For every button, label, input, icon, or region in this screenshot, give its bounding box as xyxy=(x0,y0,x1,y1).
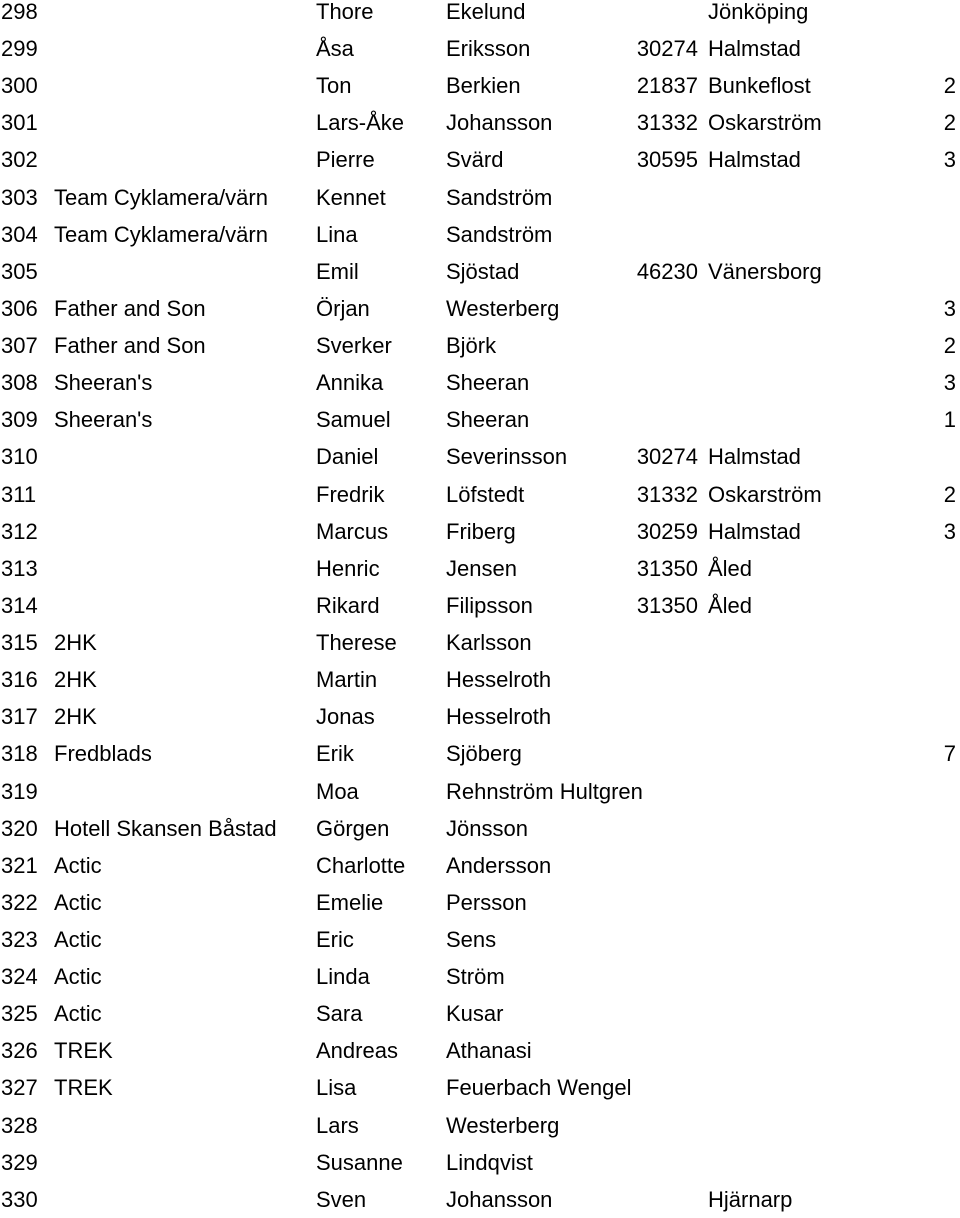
postal-code xyxy=(600,1107,698,1144)
last-name: Jensen xyxy=(446,555,517,581)
table-row xyxy=(0,30,960,67)
postal-code xyxy=(600,327,698,364)
table-row xyxy=(0,1069,960,1106)
postal-code: 21837 xyxy=(636,73,698,99)
first-name: Lars-Åke xyxy=(316,110,405,136)
first-name: Martin xyxy=(316,667,378,693)
postal-code xyxy=(600,773,698,810)
table-row xyxy=(0,216,960,253)
extra-value xyxy=(900,1181,956,1218)
entry-number: 303 xyxy=(1,184,38,210)
team-name xyxy=(54,1107,312,1144)
extra-value xyxy=(900,1032,956,1069)
first-name: Rikard xyxy=(316,592,380,618)
last-name: Persson xyxy=(446,889,527,915)
first-name: Åsa xyxy=(316,36,354,62)
team-name: 2HK xyxy=(54,704,97,730)
last-name: Rehnström Hultgren xyxy=(446,778,643,804)
city: Halmstad xyxy=(708,444,801,470)
extra-value xyxy=(900,624,956,661)
entry-number: 325 xyxy=(1,1001,38,1027)
last-name: Sandström xyxy=(446,221,553,247)
last-name: Jönsson xyxy=(446,815,528,841)
last-name: Sheeran xyxy=(446,370,530,396)
table-row xyxy=(0,364,960,401)
extra-value xyxy=(900,216,956,253)
postal-code xyxy=(600,1032,698,1069)
first-name: Görgen xyxy=(316,815,390,841)
team-name: Actic xyxy=(54,927,102,952)
extra-value xyxy=(900,884,956,921)
city: Jönköping xyxy=(708,0,809,24)
extra-value: 2 xyxy=(943,333,956,359)
entry-number: 329 xyxy=(1,1149,38,1175)
team-name xyxy=(54,550,312,587)
table-row xyxy=(0,773,960,810)
last-name: Berkien xyxy=(446,73,521,99)
table-row xyxy=(0,661,960,698)
team-name: Father and Son xyxy=(54,333,206,359)
first-name: Thore xyxy=(316,0,374,24)
city xyxy=(708,1144,835,1181)
first-name: Örjan xyxy=(316,295,370,321)
first-name: Fredrik xyxy=(316,481,385,507)
last-name: Andersson xyxy=(446,852,552,878)
team-name: 2HK xyxy=(54,630,97,656)
table-row xyxy=(0,327,960,364)
city xyxy=(708,661,835,698)
entry-number: 321 xyxy=(1,852,38,878)
table-row xyxy=(0,1032,960,1069)
extra-value: 7 xyxy=(943,741,956,767)
city xyxy=(708,958,835,995)
team-name: Team Cyklamera/värn xyxy=(54,221,268,247)
team-name xyxy=(54,513,312,550)
last-name: Westerberg xyxy=(446,1112,560,1138)
team-name xyxy=(54,141,312,178)
entry-number: 327 xyxy=(1,1075,38,1101)
extra-value: 1 xyxy=(943,407,956,433)
postal-code: 30274 xyxy=(636,444,698,470)
table-row xyxy=(0,253,960,290)
extra-value: 3 xyxy=(943,370,956,396)
extra-value xyxy=(900,550,956,587)
entry-number: 320 xyxy=(1,815,38,841)
entry-number: 319 xyxy=(1,778,38,804)
team-name: TREK xyxy=(54,1038,113,1064)
table-row xyxy=(0,958,960,995)
table-row xyxy=(0,476,960,513)
extra-value xyxy=(900,661,956,698)
postal-code: 30595 xyxy=(636,147,698,173)
last-name: Lindqvist xyxy=(446,1149,533,1175)
entry-number: 298 xyxy=(1,0,38,24)
postal-code xyxy=(600,1144,698,1181)
last-name: Sjöberg xyxy=(446,741,522,767)
team-name: Actic xyxy=(54,964,102,990)
last-name: Severinsson xyxy=(446,444,568,470)
last-name: Svärd xyxy=(446,147,504,173)
last-name: Westerberg xyxy=(446,295,560,321)
entry-number: 307 xyxy=(1,333,38,359)
table-row xyxy=(0,847,960,884)
postal-code xyxy=(600,735,698,772)
city: Halmstad xyxy=(708,36,801,62)
city: Vänersborg xyxy=(708,258,822,284)
entry-number: 309 xyxy=(1,407,38,433)
entry-number: 300 xyxy=(1,73,38,99)
team-name: Father and Son xyxy=(54,295,206,321)
entry-number: 299 xyxy=(1,36,38,62)
entry-number: 301 xyxy=(1,110,38,136)
last-name: Kusar xyxy=(446,1001,504,1027)
city: Halmstad xyxy=(708,147,801,173)
extra-value xyxy=(900,921,956,958)
extra-value: 3 xyxy=(943,147,956,173)
team-name: Actic xyxy=(54,1001,102,1027)
table-row xyxy=(0,550,960,587)
first-name: Andreas xyxy=(316,1038,398,1064)
extra-value xyxy=(900,587,956,624)
postal-code: 31332 xyxy=(636,481,698,507)
entry-number: 311 xyxy=(1,481,37,507)
last-name: Ekelund xyxy=(446,0,526,24)
last-name: Sjöstad xyxy=(446,258,520,284)
first-name: Eric xyxy=(316,927,354,952)
extra-value xyxy=(900,958,956,995)
postal-code: 30259 xyxy=(636,518,698,544)
extra-value xyxy=(900,1069,956,1106)
table-row xyxy=(0,624,960,661)
extra-value xyxy=(900,0,956,30)
entry-number: 316 xyxy=(1,667,38,693)
team-name: Fredblads xyxy=(54,741,152,767)
last-name: Karlsson xyxy=(446,630,532,656)
team-name: TREK xyxy=(54,1075,113,1101)
city xyxy=(708,884,835,921)
first-name: Emelie xyxy=(316,889,384,915)
first-name: Sven xyxy=(316,1186,367,1212)
team-name xyxy=(54,104,312,141)
extra-value: 2 xyxy=(943,73,956,99)
table-row xyxy=(0,884,960,921)
last-name: Filipsson xyxy=(446,592,533,618)
city xyxy=(708,810,835,847)
last-name: Johansson xyxy=(446,1186,553,1212)
postal-code: 31350 xyxy=(636,555,698,581)
extra-value: 2 xyxy=(943,110,956,136)
last-name: Sheeran xyxy=(446,407,530,433)
extra-value xyxy=(900,995,956,1032)
city xyxy=(708,995,835,1032)
extra-value xyxy=(900,698,956,735)
city: Oskarström xyxy=(708,110,822,136)
first-name: Lina xyxy=(316,221,358,247)
city: Åled xyxy=(708,592,753,618)
first-name: Moa xyxy=(316,778,359,804)
team-name xyxy=(54,1181,312,1218)
extra-value xyxy=(900,253,956,290)
entry-number: 314 xyxy=(1,592,38,618)
last-name: Hesselroth xyxy=(446,667,552,693)
city xyxy=(708,1069,835,1106)
first-name: Erik xyxy=(316,741,354,767)
table-row xyxy=(0,401,960,438)
entry-number: 317 xyxy=(1,704,38,730)
first-name: Therese xyxy=(316,630,397,656)
table-row xyxy=(0,735,960,772)
postal-code xyxy=(600,810,698,847)
team-name xyxy=(54,253,312,290)
first-name: Ton xyxy=(316,73,352,99)
team-name xyxy=(54,0,312,30)
table-row xyxy=(0,1181,960,1218)
postal-code xyxy=(600,624,698,661)
team-name xyxy=(54,476,312,513)
last-name: Sens xyxy=(446,927,497,952)
postal-code: 31332 xyxy=(636,110,698,136)
postal-code: 31350 xyxy=(636,592,698,618)
last-name: Johansson xyxy=(446,110,553,136)
postal-code xyxy=(600,958,698,995)
team-name: Team Cyklamera/värn xyxy=(54,184,268,210)
entry-number: 302 xyxy=(1,147,38,173)
postal-code xyxy=(600,401,698,438)
postal-code xyxy=(600,921,698,958)
entry-number: 323 xyxy=(1,927,38,952)
extra-value xyxy=(900,847,956,884)
city xyxy=(708,698,835,735)
first-name: Kennet xyxy=(316,184,386,210)
postal-code xyxy=(600,661,698,698)
team-name xyxy=(54,438,312,475)
first-name: Daniel xyxy=(316,444,379,470)
team-name: Hotell Skansen Båstad xyxy=(54,815,277,841)
city xyxy=(708,773,835,810)
extra-value: 3 xyxy=(943,518,956,544)
first-name: Annika xyxy=(316,370,384,396)
first-name: Sverker xyxy=(316,333,392,359)
entry-number: 315 xyxy=(1,630,38,656)
postal-code xyxy=(600,698,698,735)
city xyxy=(708,921,835,958)
extra-value xyxy=(900,179,956,216)
last-name: Björk xyxy=(446,333,497,359)
last-name: Athanasi xyxy=(446,1038,532,1064)
postal-code xyxy=(600,179,698,216)
postal-code xyxy=(600,1181,698,1218)
last-name: Friberg xyxy=(446,518,516,544)
first-name: Lars xyxy=(316,1112,359,1138)
table-row xyxy=(0,587,960,624)
team-name: 2HK xyxy=(54,667,97,693)
entry-number: 326 xyxy=(1,1038,38,1064)
extra-value: 2 xyxy=(943,481,956,507)
extra-value xyxy=(900,773,956,810)
first-name: Pierre xyxy=(316,147,375,173)
table-row xyxy=(0,1107,960,1144)
entry-number: 324 xyxy=(1,964,38,990)
table-row xyxy=(0,1144,960,1181)
postal-code: 30274 xyxy=(636,36,698,62)
entry-number: 306 xyxy=(1,295,38,321)
entry-number: 304 xyxy=(1,221,38,247)
last-name: Sandström xyxy=(446,184,553,210)
first-name: Emil xyxy=(316,258,359,284)
postal-code xyxy=(600,995,698,1032)
city xyxy=(708,847,835,884)
table-row xyxy=(0,995,960,1032)
entry-number: 330 xyxy=(1,1186,38,1212)
first-name: Charlotte xyxy=(316,852,406,878)
first-name: Henric xyxy=(316,555,380,581)
table-row xyxy=(0,179,960,216)
team-name xyxy=(54,1144,312,1181)
table-row xyxy=(0,698,960,735)
postal-code xyxy=(600,216,698,253)
city xyxy=(708,401,835,438)
extra-value xyxy=(900,1107,956,1144)
city: Bunkeflost xyxy=(708,73,811,99)
postal-code xyxy=(600,364,698,401)
city xyxy=(708,327,835,364)
city: Åled xyxy=(708,555,753,581)
first-name: Samuel xyxy=(316,407,391,433)
table-row xyxy=(0,67,960,104)
last-name: Löfstedt xyxy=(446,481,525,507)
city xyxy=(708,1107,835,1144)
extra-value xyxy=(900,30,956,67)
postal-code xyxy=(600,0,698,30)
extra-value xyxy=(900,438,956,475)
team-name xyxy=(54,67,312,104)
table-row xyxy=(0,141,960,178)
last-name: Ström xyxy=(446,964,505,990)
city xyxy=(708,216,835,253)
extra-value xyxy=(900,1144,956,1181)
first-name: Lisa xyxy=(316,1075,357,1101)
city xyxy=(708,179,835,216)
first-name: Susanne xyxy=(316,1149,403,1175)
entry-number: 313 xyxy=(1,555,38,581)
table-row xyxy=(0,810,960,847)
postal-code xyxy=(600,1069,698,1106)
last-name: Eriksson xyxy=(446,36,531,62)
postal-code xyxy=(600,290,698,327)
entry-number: 305 xyxy=(1,258,38,284)
postal-code xyxy=(600,847,698,884)
city xyxy=(708,735,835,772)
entry-number: 318 xyxy=(1,741,38,767)
entry-number: 322 xyxy=(1,889,38,915)
city: Oskarström xyxy=(708,481,822,507)
extra-value: 3 xyxy=(943,295,956,321)
team-name: Actic xyxy=(54,852,102,878)
entry-number: 308 xyxy=(1,370,38,396)
last-name: Feuerbach Wengel xyxy=(446,1075,632,1101)
last-name: Hesselroth xyxy=(446,704,552,730)
postal-code: 46230 xyxy=(636,258,698,284)
team-name: Sheeran's xyxy=(54,370,153,396)
table-row xyxy=(0,921,960,958)
team-name xyxy=(54,587,312,624)
city xyxy=(708,1032,835,1069)
city xyxy=(708,364,835,401)
table-row xyxy=(0,438,960,475)
table-row xyxy=(0,104,960,141)
extra-value xyxy=(900,810,956,847)
postal-code xyxy=(600,884,698,921)
city: Halmstad xyxy=(708,518,801,544)
table-row xyxy=(0,290,960,327)
entry-number: 312 xyxy=(1,518,38,544)
city: Hjärnarp xyxy=(708,1186,793,1212)
city xyxy=(708,624,835,661)
first-name: Marcus xyxy=(316,518,389,544)
table-row xyxy=(0,0,960,30)
table-row xyxy=(0,513,960,550)
team-name: Actic xyxy=(54,889,102,915)
entry-number: 310 xyxy=(1,444,38,470)
team-name: Sheeran's xyxy=(54,407,153,433)
first-name: Linda xyxy=(316,964,370,990)
entry-number: 328 xyxy=(1,1112,38,1138)
city xyxy=(708,290,835,327)
team-name xyxy=(54,30,312,67)
first-name: Jonas xyxy=(316,704,375,730)
first-name: Sara xyxy=(316,1001,363,1027)
team-name xyxy=(54,773,312,810)
